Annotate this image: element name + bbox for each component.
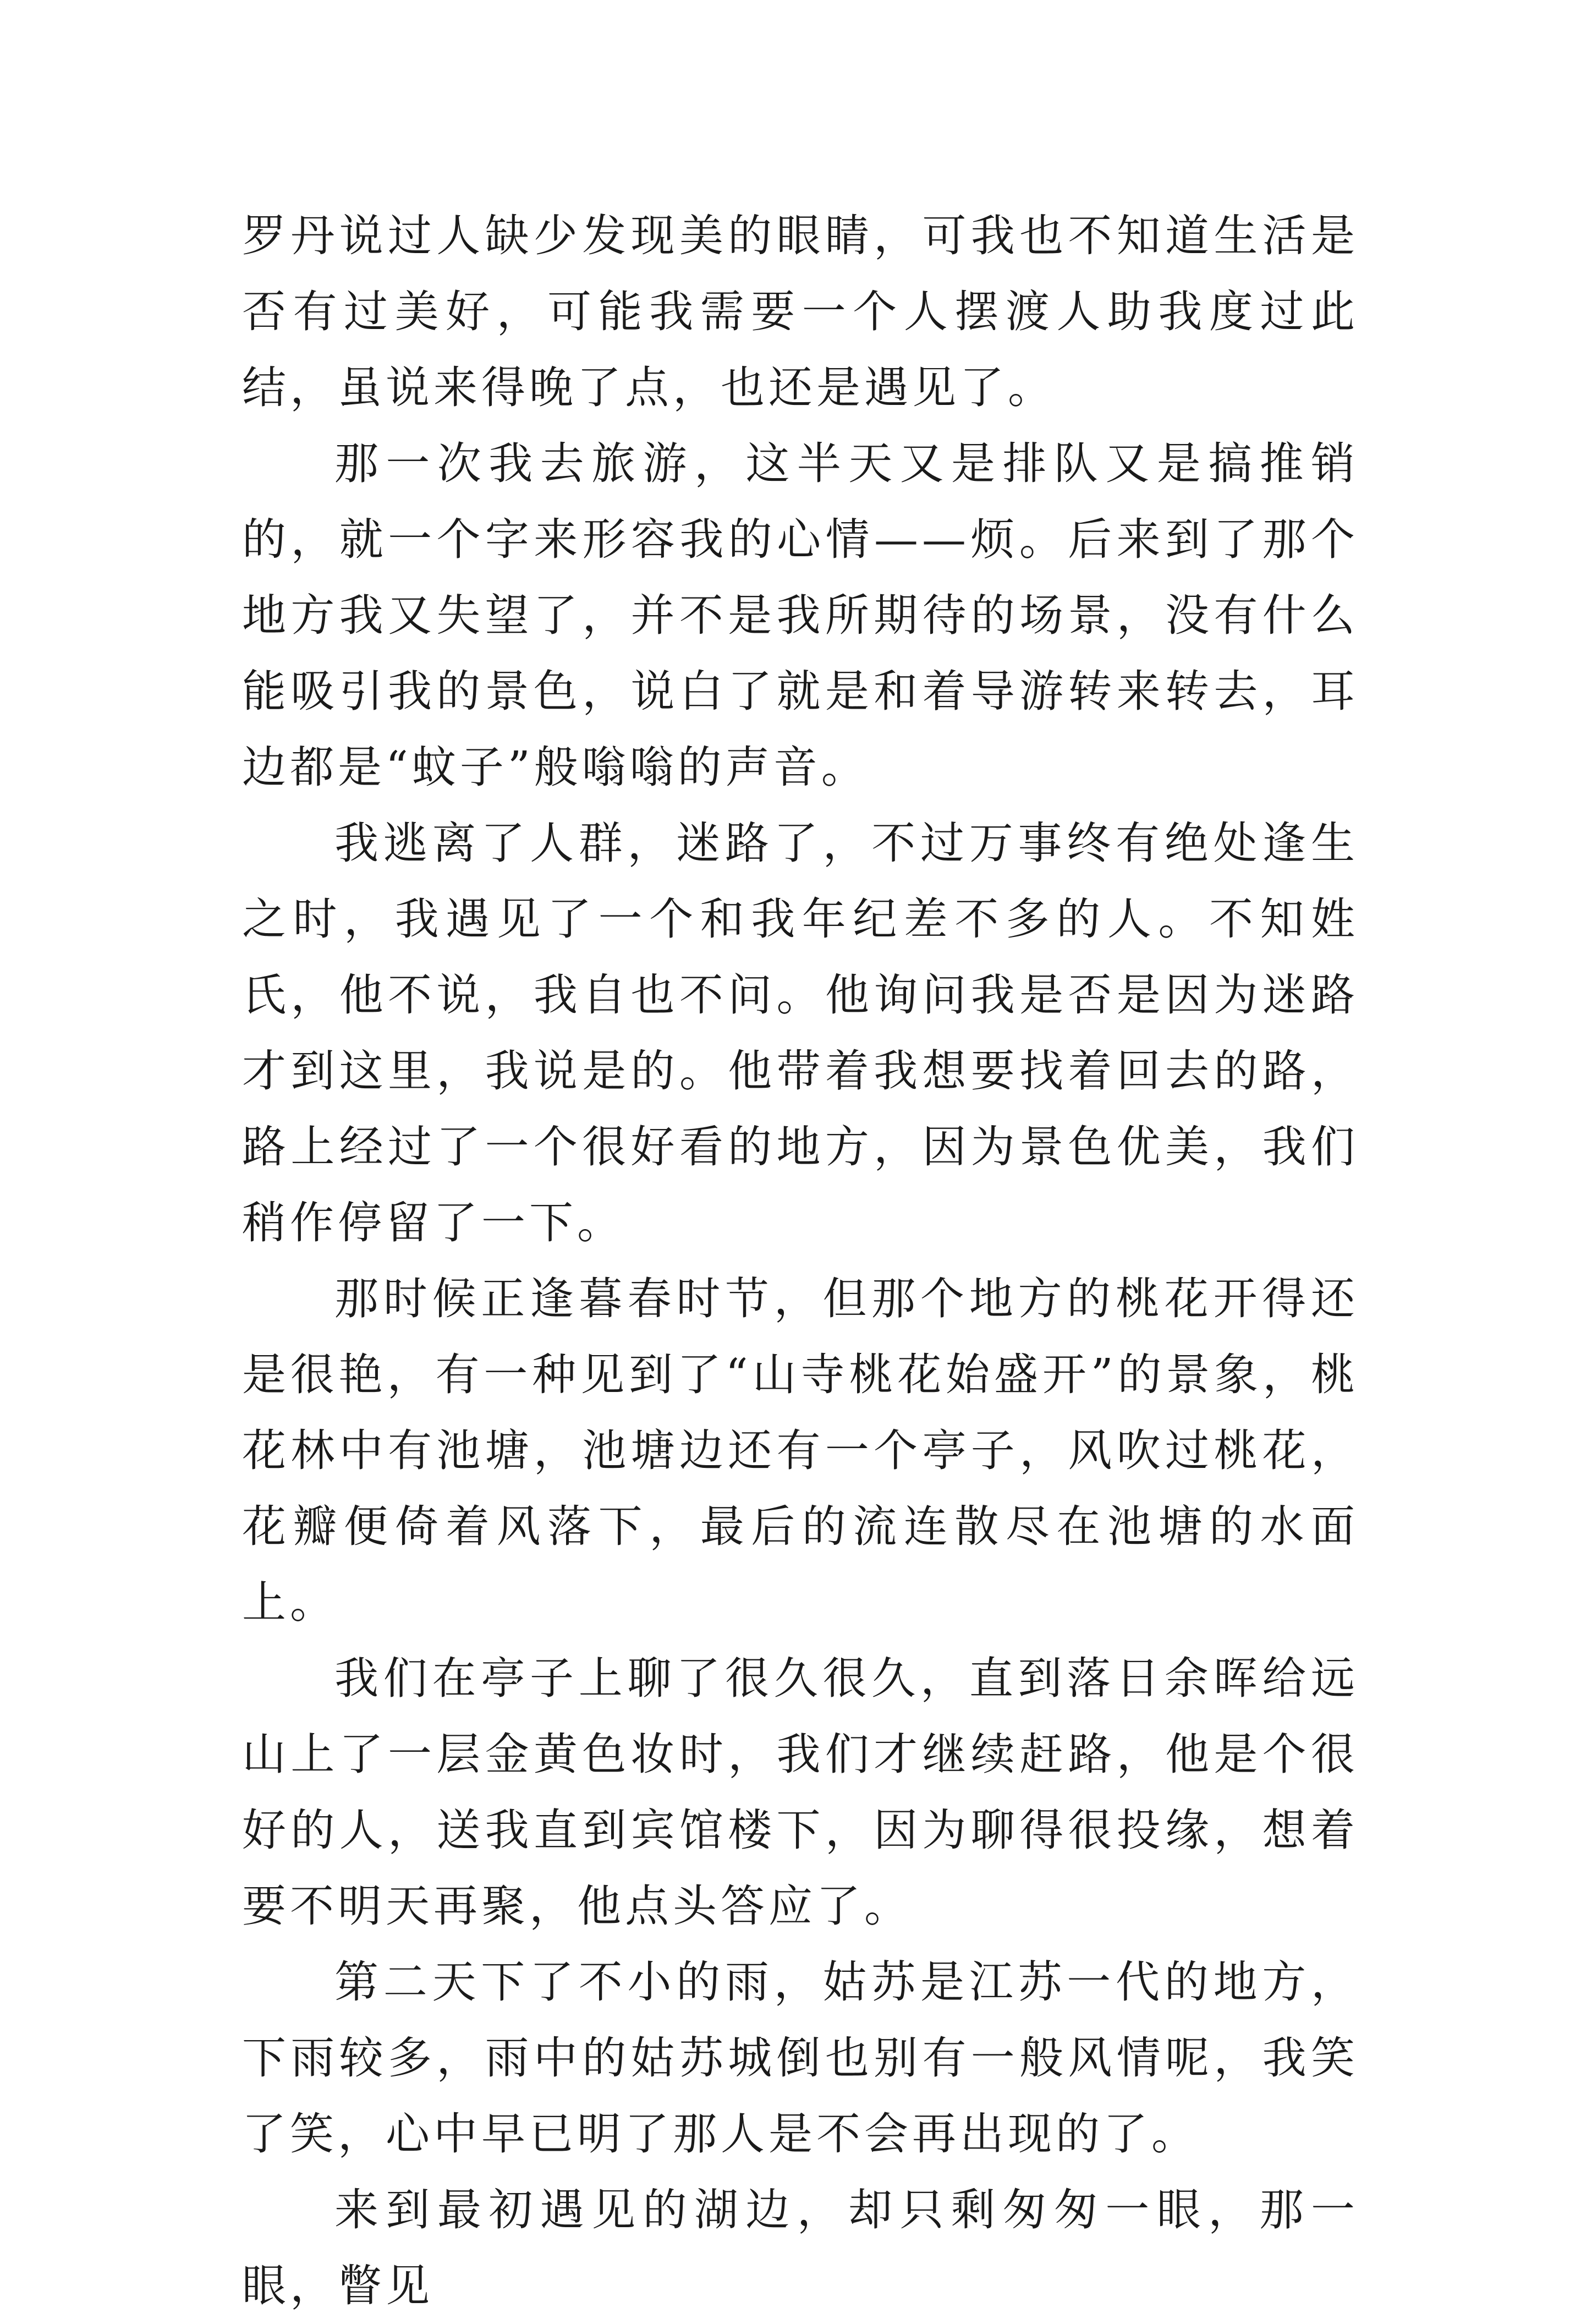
body-text xyxy=(242,198,1359,2324)
paragraph-4: 那时候正逢暮春时节，但那个地方的桃花开得还是很艳，有一种见到了“山寺桃花始盛开”的景象，桃花林中有池塘，池塘边还有一个亭子，风吹过桃花，花瓣便倚着风落下，最后的流连散尽在池塘的水面上。 xyxy=(242,1273,1359,1628)
paragraph-2: 那一次我去旅游，这半天又是排队又是搞推销的，就一个字来形容我的心情——烦。后来到了那个地方我又失望了，并不是我所期待的场景，没有什么能吸引我的景色，说白了就是和着导游转来转去，耳边都是“蚊子”般嗡嗡的声音。 xyxy=(242,438,1359,793)
paragraph-3: 我逃离了人群，迷路了，不过万事终有绝处逢生之时，我遇见了一个和我年纪差不多的人。不知姓氏，他不说，我自也不问。他询问我是否是因为迷路才到这里，我说是的。他带着我想要找着回去的路，路上经过了一个很好看的地方，因为景色优美，我们稍作停留了一下。 xyxy=(242,818,1359,1248)
paragraph-7: 来到最初遇见的湖边，却只剩匆匆一眼，那一眼，瞥见 xyxy=(242,2184,1359,2311)
paragraph-5: 我们在亭子上聊了很久很久，直到落日余晖给远山上了一层金黄色妆时，我们才继续赶路，他是个很好的人，送我直到宾馆楼下，因为聊得很投缘，想着要不明天再聚，他点头答应了。 xyxy=(242,1653,1359,1932)
paragraph-6: 第二天下了不小的雨，姑苏是江苏一代的地方，下雨较多，雨中的姑苏城倒也别有一般风情呢，我笑了笑，心中早已明了那人是不会再出现的了。 xyxy=(242,1956,1359,2159)
paragraph-1: 罗丹说过人缺少发现美的眼睛，可我也不知道生活是否有过美好，可能我需要一个人摆渡人助我度过此结，虽说来得晚了点，也还是遇见了。 xyxy=(242,210,1359,413)
